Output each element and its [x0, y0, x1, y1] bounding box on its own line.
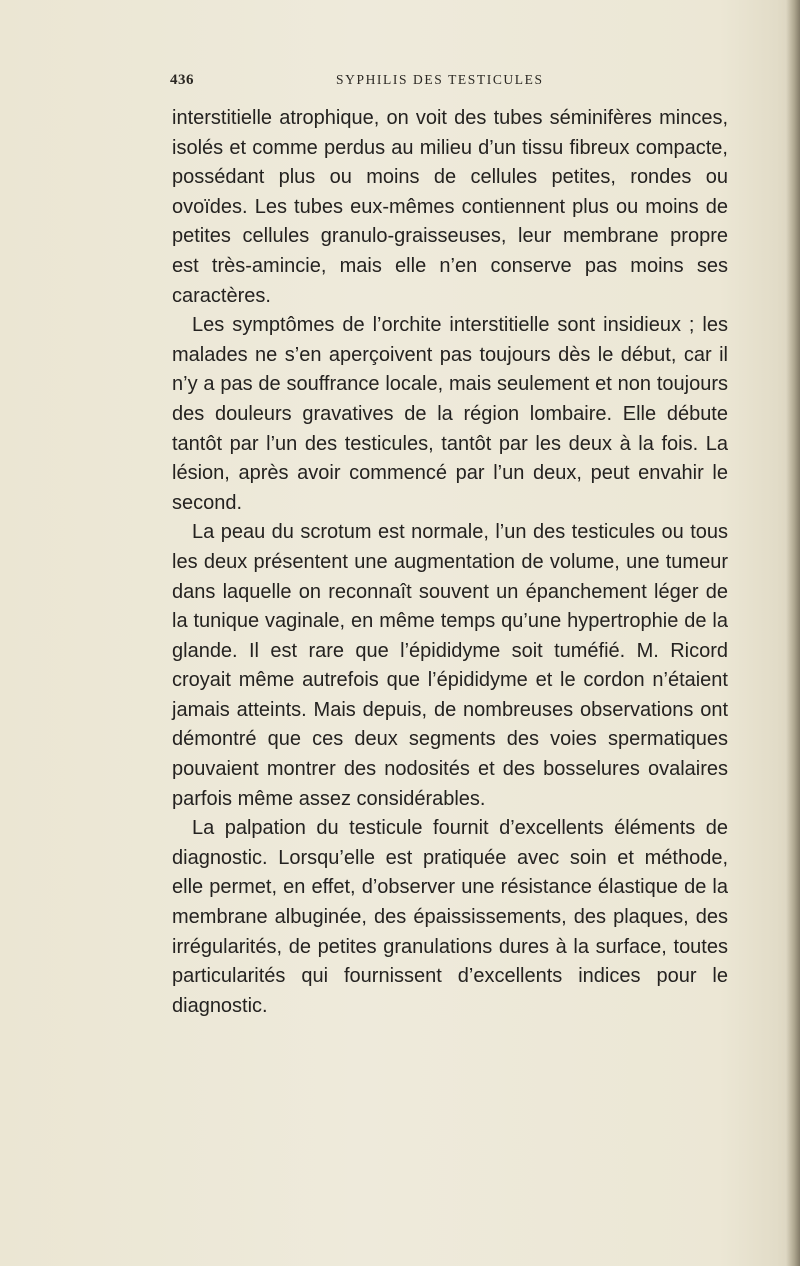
paragraph-palpation: La palpation du testicule fournit d’excellents éléments de diagnostic. Lorsqu’elle est pratiquée avec soin et méthode, elle permet, en effet, d’observer une résistance élastique de la membrane albuginée, des épaississements, des plaques, des irrégularités, de petites granulations dures à la surface, toutes particularités qui fournissent d’excellents indices pour le diagnostic. — [172, 817, 728, 1017]
paragraph-scrotum: La peau du scrotum est normale, l’un des testicules ou tous les deux présentent une augmentation de volume, une tumeur dans laquelle on reconnaît souvent un épanchement léger de la tunique vaginale, en même temps qu’une hypertrophie de la glande. Il est rare que l’épididyme soit tuméfié. M. Ricord croyait même autrefois que l’épididyme et le cordon n’étaient jamais atteints. Mais depuis, de nombreuses observations ont démontré que ces deux segments des voies spermatiques pouvaient montrer des nodosités et des bosselures ovalaires parfois même assez considérables. — [172, 521, 728, 810]
paragraph-continuation: interstitielle atrophique, on voit des tubes séminifères minces, isolés et comme perdus au milieu d’un tissu fibreux compacte, possédant plus ou moins de cellules petites, rondes ou ovoïdes. Les tubes eux-mêmes contiennent plus ou moins de petites cellules granulo-graisseuses, leur membrane propre est très-amincie, mais elle n’en conserve pas moins ses caractères. — [172, 107, 728, 307]
running-title: SYPHILIS DES TESTICULES — [336, 72, 544, 87]
body-text — [172, 104, 728, 1021]
page-number: 436 — [170, 72, 194, 88]
page-edge-shadow — [786, 0, 800, 1266]
page-header — [170, 72, 730, 96]
paragraph-symptoms: Les symptômes de l’orchite interstitielle sont insidieux ; les malades ne s’en aperçoivent pas toujours dès le début, car il n’y a pas de souffrance locale, mais seulement et non toujours des douleurs gravatives de la région lombaire. Elle débute tantôt par l’un des testicules, tantôt par les deux à la fois. La lésion, après avoir commencé par l’un deux, peut envahir le second. — [172, 314, 728, 514]
